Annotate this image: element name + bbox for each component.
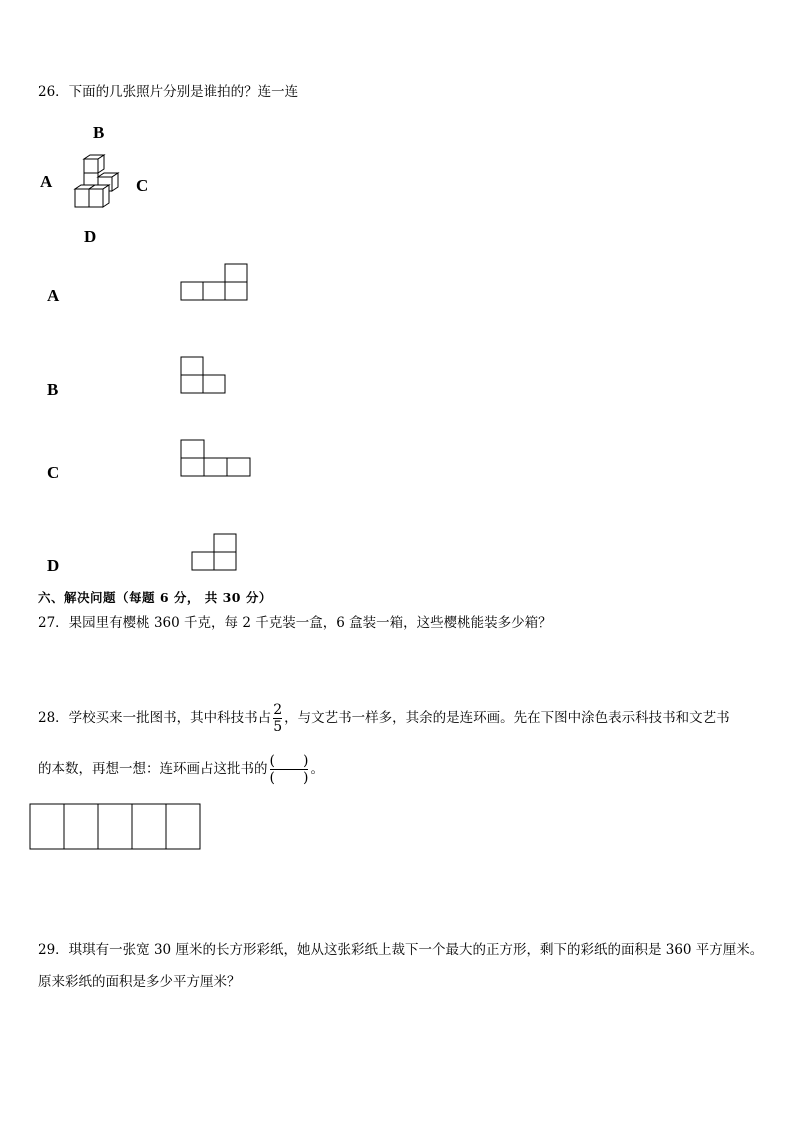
option-label-a: A bbox=[47, 286, 60, 305]
grid-cell[interactable] bbox=[98, 804, 132, 849]
cube-stack-figure bbox=[70, 155, 122, 211]
q27-text: 27．果园里有樱桃 360 千克，每 2 千克装一盒，6 盒装一箱，这些樱桃能装多少箱？ bbox=[38, 615, 552, 631]
q28-line1 bbox=[38, 702, 730, 735]
view-label-bottom: D bbox=[84, 227, 97, 246]
grid-cell[interactable] bbox=[132, 804, 166, 849]
fraction-two-fifths: $\frac{2}{5}$ bbox=[273, 702, 283, 735]
q28-line2-before: 的本数，再想一想：连环画占这批书的 bbox=[38, 761, 268, 777]
option-c-figure bbox=[180, 439, 252, 479]
grid-cell[interactable] bbox=[30, 804, 64, 849]
q28-line2-after: 。 bbox=[310, 761, 324, 777]
view-label-right: C bbox=[136, 176, 149, 195]
option-label-d: D bbox=[47, 556, 60, 575]
option-d-figure bbox=[191, 533, 241, 573]
option-a-figure bbox=[180, 263, 250, 303]
view-label-top: B bbox=[93, 123, 105, 142]
q26-text: 26．下面的几张照片分别是谁拍的？连一连 bbox=[38, 84, 299, 100]
answer-blank-fraction[interactable]: $\frac{( )}{( )}$ bbox=[269, 753, 309, 786]
option-label-b: B bbox=[47, 380, 59, 399]
q29-line2: 原来彩纸的面积是多少平方厘米？ bbox=[38, 974, 241, 990]
q28-text-after: ，与文艺书一样多，其余的是连环画。先在下图中涂色表示科技书和文艺书 bbox=[284, 710, 730, 726]
option-label-c: C bbox=[47, 463, 60, 482]
coloring-grid[interactable] bbox=[29, 803, 203, 851]
grid-cell[interactable] bbox=[64, 804, 98, 849]
section-title: 六、解决问题（每题 6 分， 共 30 分） bbox=[38, 590, 272, 605]
view-label-left: A bbox=[40, 172, 53, 191]
q29-line1: 29．琪琪有一张宽 30 厘米的长方形彩纸，她从这张彩纸上裁下一个最大的正方形，剩下的彩纸的面积是 360 平方厘米。 bbox=[38, 942, 764, 958]
option-b-figure bbox=[180, 356, 230, 396]
q28-line2 bbox=[38, 753, 324, 786]
grid-cell[interactable] bbox=[166, 804, 200, 849]
q28-text-before: 28．学校买来一批图书，其中科技书占 bbox=[38, 710, 272, 726]
